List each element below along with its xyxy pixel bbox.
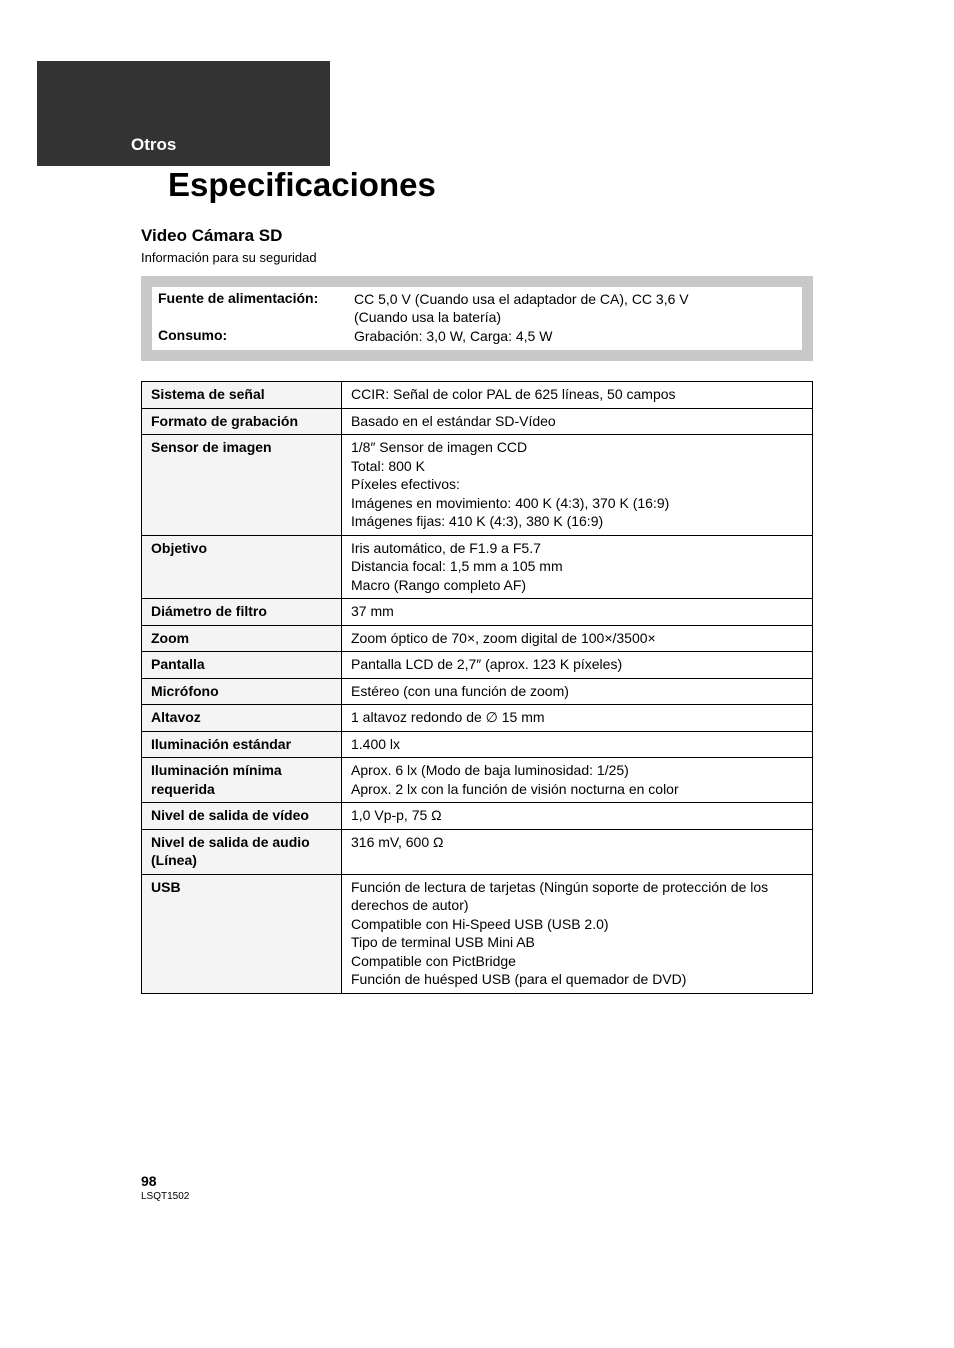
safety-note: Información para su seguridad — [141, 250, 317, 265]
safety-info-box — [141, 276, 813, 361]
table-row — [142, 705, 813, 732]
table-row — [142, 652, 813, 679]
spec-label: Nivel de salida de vídeo — [142, 803, 342, 830]
spec-value: 37 mm — [342, 599, 813, 626]
spec-label: Diámetro de filtro — [142, 599, 342, 626]
spec-label: USB — [142, 874, 342, 993]
table-row — [142, 435, 813, 536]
spec-value: 1/8″ Sensor de imagen CCD Total: 800 K Píxeles efectivos: Imágenes en movimiento: 400 K (4:3), 370 K (16:9) Imágenes fijas: 410 K (4:3), 380 K (16:9) — [342, 435, 813, 536]
safety-label: Consumo: — [158, 327, 228, 343]
table-row — [142, 382, 813, 409]
spec-label: Formato de grabación — [142, 408, 342, 435]
spec-label: Pantalla — [142, 652, 342, 679]
page-number: 98 — [141, 1173, 157, 1189]
section-tab — [37, 61, 330, 166]
table-row — [142, 678, 813, 705]
spec-value: Pantalla LCD de 2,7″ (aprox. 123 K píxeles) — [342, 652, 813, 679]
spec-value: 1 altavoz redondo de ∅ 15 mm — [342, 705, 813, 732]
spec-value: 316 mV, 600 Ω — [342, 829, 813, 874]
spec-label: Altavoz — [142, 705, 342, 732]
subtitle: Video Cámara SD — [141, 226, 283, 245]
page-title: Especificaciones — [168, 166, 436, 203]
table-row — [142, 731, 813, 758]
table-row — [142, 599, 813, 626]
safety-value: CC 5,0 V (Cuando usa el adaptador de CA), CC 3,6 V (Cuando usa la batería) — [354, 291, 689, 325]
spec-value: Aprox. 6 lx (Modo de baja luminosidad: 1/25) Aprox. 2 lx con la función de visión nocturna en color — [342, 758, 813, 803]
spec-label: Micrófono — [142, 678, 342, 705]
safety-label: Fuente de alimentación: — [158, 290, 319, 306]
spec-value: 1.400 lx — [342, 731, 813, 758]
safety-value: Grabación: 3,0 W, Carga: 4,5 W — [354, 328, 553, 344]
spec-label: Iluminación estándar — [142, 731, 342, 758]
spec-value: Función de lectura de tarjetas (Ningún soporte de protección de los derechos de autor) Compatible con Hi-Speed USB (USB 2.0) Tipo de terminal USB Mini AB Compatible con PictBridge Función de huésped USB (para el quemador de DVD) — [342, 874, 813, 993]
table-row — [142, 625, 813, 652]
spec-label: Iluminación mínima requerida — [142, 758, 342, 803]
section-label: Otros — [131, 135, 177, 154]
table-row — [142, 829, 813, 874]
spec-table — [141, 381, 813, 994]
spec-label: Sensor de imagen — [142, 435, 342, 536]
spec-label: Objetivo — [142, 535, 342, 599]
spec-value: Basado en el estándar SD-Vídeo — [342, 408, 813, 435]
table-row — [142, 535, 813, 599]
spec-value: 1,0 Vp-p, 75 Ω — [342, 803, 813, 830]
table-row — [142, 803, 813, 830]
spec-label: Sistema de señal — [142, 382, 342, 409]
spec-value: CCIR: Señal de color PAL de 625 líneas, 50 campos — [342, 382, 813, 409]
table-row — [142, 408, 813, 435]
table-row — [142, 758, 813, 803]
spec-value: Zoom óptico de 70×, zoom digital de 100×/3500× — [342, 625, 813, 652]
table-row — [142, 874, 813, 993]
document-code: LSQT1502 — [141, 1191, 190, 1202]
spec-value: Iris automático, de F1.9 a F5.7 Distancia focal: 1,5 mm a 105 mm Macro (Rango completo AF) — [342, 535, 813, 599]
safety-info-panel — [152, 287, 802, 350]
spec-label: Nivel de salida de audio (Línea) — [142, 829, 342, 874]
spec-label: Zoom — [142, 625, 342, 652]
spec-value: Estéreo (con una función de zoom) — [342, 678, 813, 705]
